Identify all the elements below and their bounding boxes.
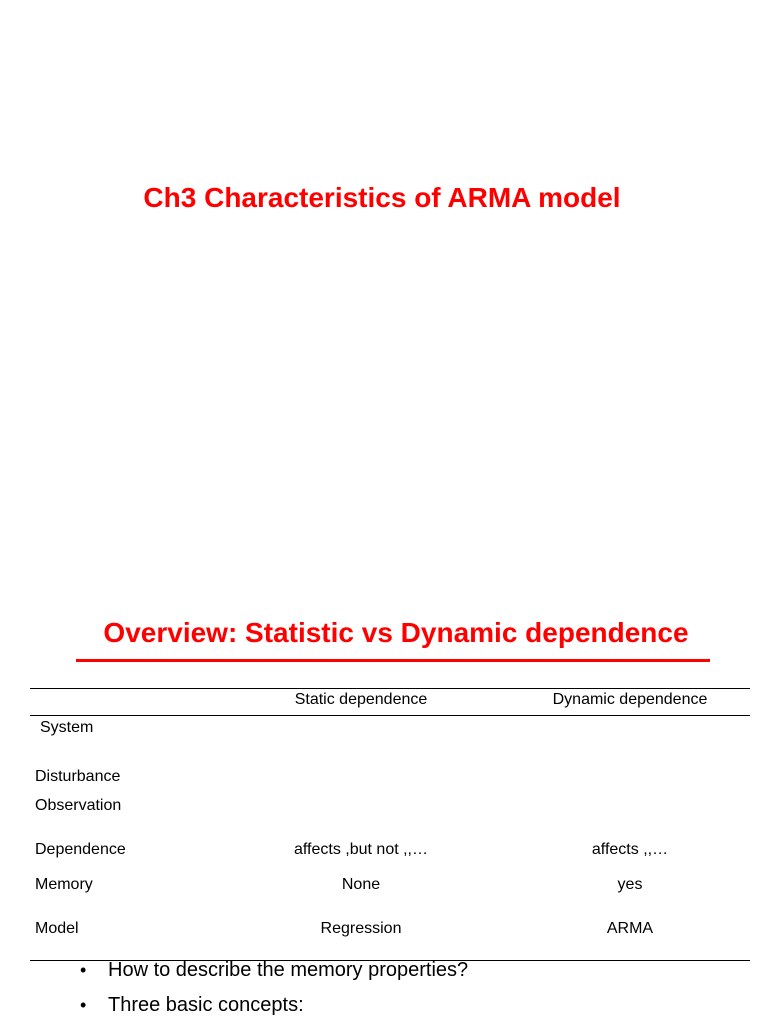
- slide-title: Ch3 Characteristics of ARMA model: [143, 182, 621, 213]
- header-dynamic-dependence: Dynamic dependence: [552, 691, 708, 708]
- cell-dependence-static: affects ,but not ,,…: [294, 841, 428, 858]
- row-label-dependence: Dependence: [35, 841, 126, 858]
- cell-dependence-dynamic: affects ,,…: [591, 841, 669, 858]
- bullet-text: Three basic concepts:: [108, 994, 304, 1016]
- bullet-icon: •: [80, 995, 87, 1015]
- bullet-item: [80, 993, 304, 1017]
- row-label-system: System: [40, 719, 94, 736]
- header-static-dependence: Static dependence: [294, 691, 428, 708]
- row-label-model: Model: [35, 920, 79, 937]
- table-header-rule: [30, 715, 750, 716]
- row-label-disturbance: Disturbance: [35, 768, 121, 785]
- row-label-memory: Memory: [35, 876, 93, 893]
- table-top-rule: [30, 688, 750, 689]
- cell-memory-static: None: [341, 876, 381, 893]
- bullet-icon: •: [80, 960, 87, 980]
- overview-title: Overview: Statistic vs Dynamic dependence: [103, 617, 689, 648]
- cell-model-dynamic: ARMA: [606, 920, 654, 937]
- cell-model-static: Regression: [320, 920, 402, 937]
- cell-memory-dynamic: yes: [617, 876, 643, 893]
- title-underline: [76, 659, 710, 662]
- row-label-observation: Observation: [35, 797, 122, 814]
- bullet-text: How to describe the memory properties?: [108, 959, 469, 981]
- bullet-item: [80, 958, 468, 982]
